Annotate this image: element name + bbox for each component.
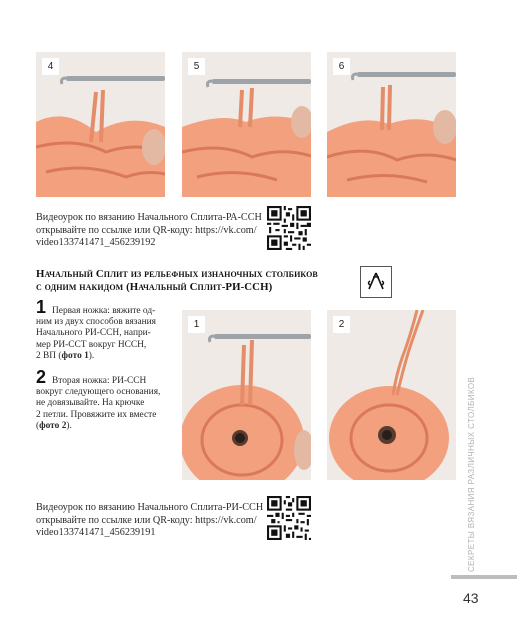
sidebar-section-title: СЕКРЕТЫ ВЯЗАНИЯ РАЗЛИЧНЫХ СТОЛБИКОВ	[467, 376, 476, 572]
qr-code-icon[interactable]	[267, 496, 311, 540]
step-line: ним из двух способов вязания	[36, 317, 156, 328]
step-line: вокруг следующего основания,	[36, 387, 161, 398]
step-line: Начального РИ-ССН, напри-	[36, 328, 151, 339]
crochet-photo-1-image	[182, 310, 311, 480]
photo-reference: фото 1	[61, 350, 89, 361]
caption-line[interactable]: открывайте по ссылке или QR-коду: https://vk.com/	[36, 224, 257, 236]
photo-number-badge: 2	[333, 316, 350, 333]
step-line-suffix: ).	[66, 420, 72, 431]
video-caption-bottom	[36, 502, 266, 540]
step-line: Первая ножка: вяжите од-	[52, 306, 156, 316]
caption-line[interactable]: video133741471_456239191	[36, 527, 156, 539]
heading-line: с одним накидом (Начальный Сплит-РИ-ССН)	[36, 281, 273, 293]
photo-bottom-1	[182, 310, 311, 480]
step-number: 2	[36, 367, 47, 387]
step-line-prefix: 2 ВП (	[36, 350, 62, 361]
photo-step-6	[327, 52, 456, 197]
step-line: 2 петли. Провяжите их вместе	[36, 409, 157, 420]
photo-step-5	[182, 52, 311, 197]
step-line: мер РИ-ССТ вокруг НССН,	[36, 339, 147, 350]
page-number: 43	[463, 590, 479, 606]
heading-line: Начальный Сплит из рельефных изнаночных столбиков	[36, 268, 318, 280]
photo-bottom-2	[327, 310, 456, 480]
caption-line: Видеоурок по вязанию Начального Сплита-РА-ССН	[36, 212, 262, 223]
step-number: 1	[36, 297, 47, 317]
caption-line: Видеоурок по вязанию Начального Сплита-РИ-ССН	[36, 502, 264, 513]
step-2	[36, 367, 168, 432]
crochet-photo-2-image	[327, 310, 456, 480]
caption-line[interactable]: video133741471_456239192	[36, 237, 156, 249]
photo-number-badge: 6	[333, 58, 350, 75]
section-heading	[36, 268, 356, 294]
qr-code-icon[interactable]	[267, 206, 311, 250]
footer-rule	[451, 575, 517, 579]
step-line: не довязывайте. На крючке	[36, 398, 145, 409]
photo-number-badge: 4	[42, 58, 59, 75]
photo-number-badge: 1	[188, 316, 205, 333]
photo-step-4	[36, 52, 165, 197]
photo-reference: фото 2	[39, 420, 67, 431]
step-line-prefix: (	[36, 420, 40, 431]
photo-number-badge: 5	[188, 58, 205, 75]
step-line-suffix: ).	[88, 350, 95, 361]
step-line: Вторая ножка: РИ-ССН	[52, 376, 147, 386]
caption-line[interactable]: открывайте по ссылке или QR-коду: https://vk.com/	[36, 514, 257, 526]
video-caption-top	[36, 212, 266, 250]
step-1	[36, 297, 168, 362]
split-stitch-symbol-icon	[360, 266, 392, 298]
